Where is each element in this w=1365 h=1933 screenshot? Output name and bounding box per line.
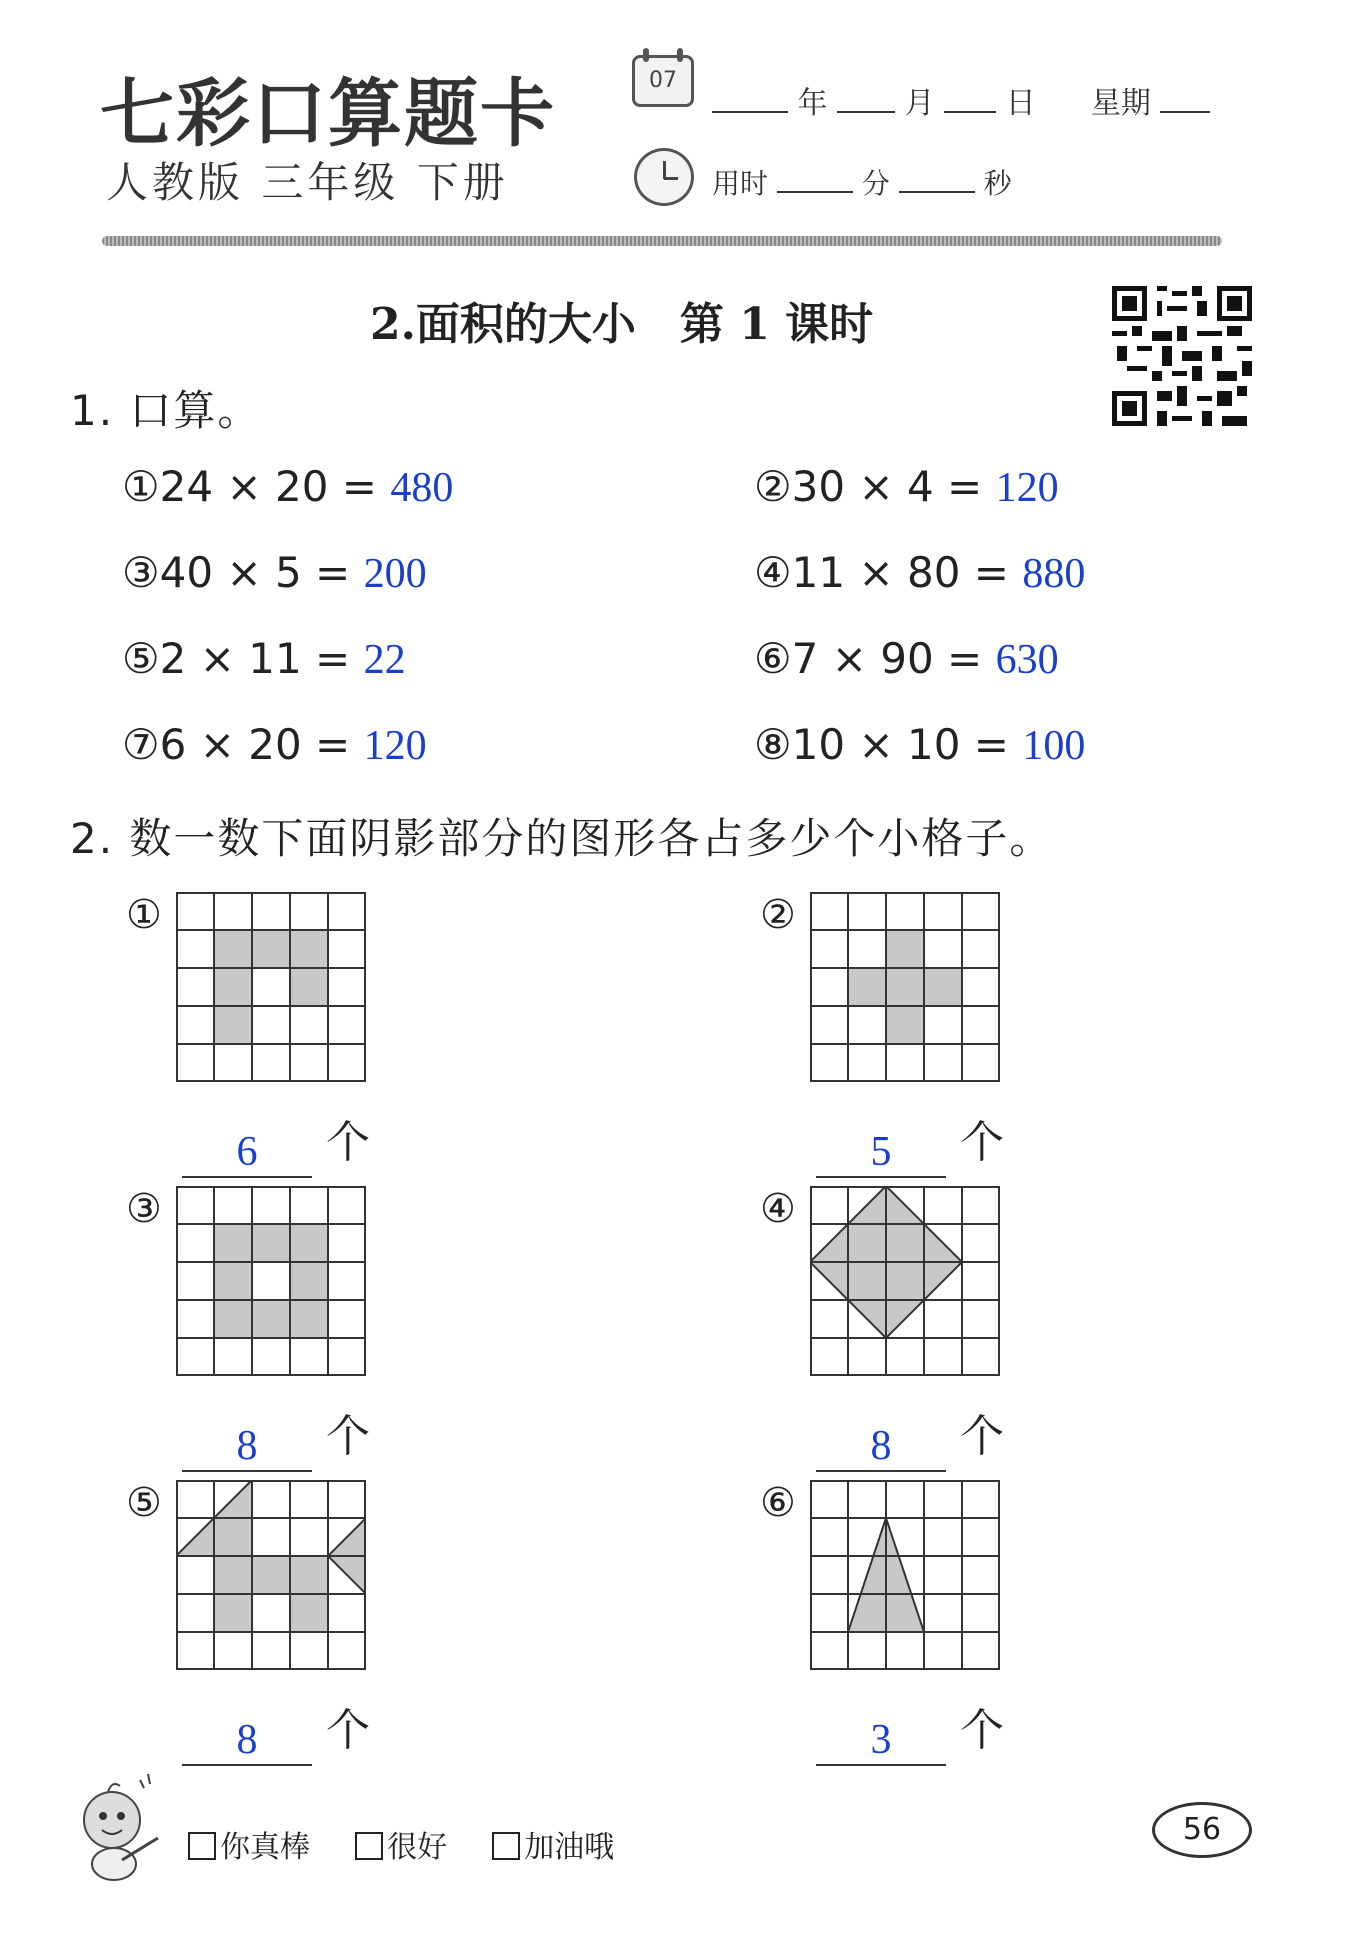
section2-heading: 2. 数一数下面阴影部分的图形各占多少个小格子。 [70,814,1054,863]
count-unit: 个 [960,1411,1004,1462]
header-divider [102,236,1222,246]
brand-title: 七彩口算题卡 [100,71,556,157]
alarm-clock-icon [634,148,694,206]
day-blank[interactable] [944,85,996,113]
calc-answer: 880 [1022,551,1086,597]
grid-label: ① [126,892,162,938]
count-answer-row [816,1400,1004,1472]
calc-problem [122,634,406,684]
edition-label: 人教版 三年级 下册 [106,158,509,207]
section1-heading: 1. 口算。 [70,386,262,435]
calc-problem [754,634,1059,684]
grid-figure-5 [176,1480,366,1670]
count-answer: 8 [816,1422,946,1472]
grid-label: ④ [760,1186,796,1232]
calc-expression: ①24 × 20 = [122,462,377,511]
count-unit: 个 [326,1117,370,1168]
date-fill-line [712,78,1210,122]
month-blank[interactable] [837,85,895,113]
count-answer-row [182,1106,370,1178]
grid-figure-3 [176,1186,366,1376]
calc-problem [122,462,453,512]
option-label: 很好 [387,1830,448,1865]
calc-answer: 200 [363,551,427,597]
grid-figure-1 [176,892,366,1082]
count-answer-row [182,1694,370,1766]
calc-answer: 22 [363,637,406,683]
calc-answer: 120 [363,723,427,769]
grid-figure-4 [810,1186,1000,1376]
self-evaluation [188,1822,614,1866]
calc-answer: 630 [995,637,1059,683]
calc-problem [754,462,1059,512]
day-label: 日 [1005,86,1036,121]
calc-expression: ⑧10 × 10 = [754,720,1009,769]
count-answer: 5 [816,1128,946,1178]
checkbox[interactable] [355,1832,383,1860]
calc-problem [122,720,427,770]
time-fill-line [712,162,1012,202]
count-unit: 个 [326,1411,370,1462]
count-answer-row [816,1694,1004,1766]
calc-problem [754,548,1085,598]
checkbox[interactable] [188,1832,216,1860]
option-label: 加油哦 [524,1830,615,1865]
weekday-label: 星期 [1090,86,1151,121]
calc-expression: ⑥7 × 90 = [754,634,983,683]
option-label: 你真棒 [220,1830,310,1865]
time-used-label: 用时 [712,167,769,200]
calc-expression: ④11 × 80 = [754,548,1009,597]
weekday-blank[interactable] [1160,85,1210,113]
count-unit: 个 [960,1705,1004,1756]
calc-problem [754,720,1085,770]
calc-problem [122,548,427,598]
count-answer: 3 [816,1716,946,1766]
year-blank[interactable] [712,85,788,113]
minutes-blank[interactable] [777,165,853,193]
calc-expression: ③40 × 5 = [122,548,351,597]
minutes-label: 分 [861,167,890,200]
count-answer-row [182,1400,370,1472]
count-answer: 8 [182,1716,312,1766]
grid-figure-2 [810,892,1000,1082]
year-label: 年 [797,86,828,121]
checkbox[interactable] [492,1832,520,1860]
qr-code-icon[interactable] [1112,286,1252,426]
calendar-icon [632,55,694,107]
seconds-blank[interactable] [899,165,975,193]
calendar-day: 07 [649,68,677,93]
count-answer: 8 [182,1422,312,1472]
calc-expression: ②30 × 4 = [754,462,983,511]
grid-figure-6 [810,1480,1000,1670]
month-label: 月 [904,86,935,121]
count-answer: 6 [182,1128,312,1178]
count-unit: 个 [960,1117,1004,1168]
calc-answer: 120 [995,465,1059,511]
calc-expression: ⑦6 × 20 = [122,720,351,769]
grid-label: ② [760,892,796,938]
calc-expression: ⑤2 × 11 = [122,634,351,683]
grid-label: ③ [126,1186,162,1232]
grid-label: ⑤ [126,1480,162,1526]
mascot-guitar-icon [62,1768,172,1888]
calc-answer: 480 [390,465,454,511]
lesson-title: 2.面积的大小 第 1 课时 [370,299,874,350]
count-answer-row [816,1106,1004,1178]
calc-answer: 100 [1022,723,1086,769]
seconds-label: 秒 [983,167,1012,200]
count-unit: 个 [326,1705,370,1756]
page-number: 56 [1152,1802,1252,1858]
grid-label: ⑥ [760,1480,796,1526]
